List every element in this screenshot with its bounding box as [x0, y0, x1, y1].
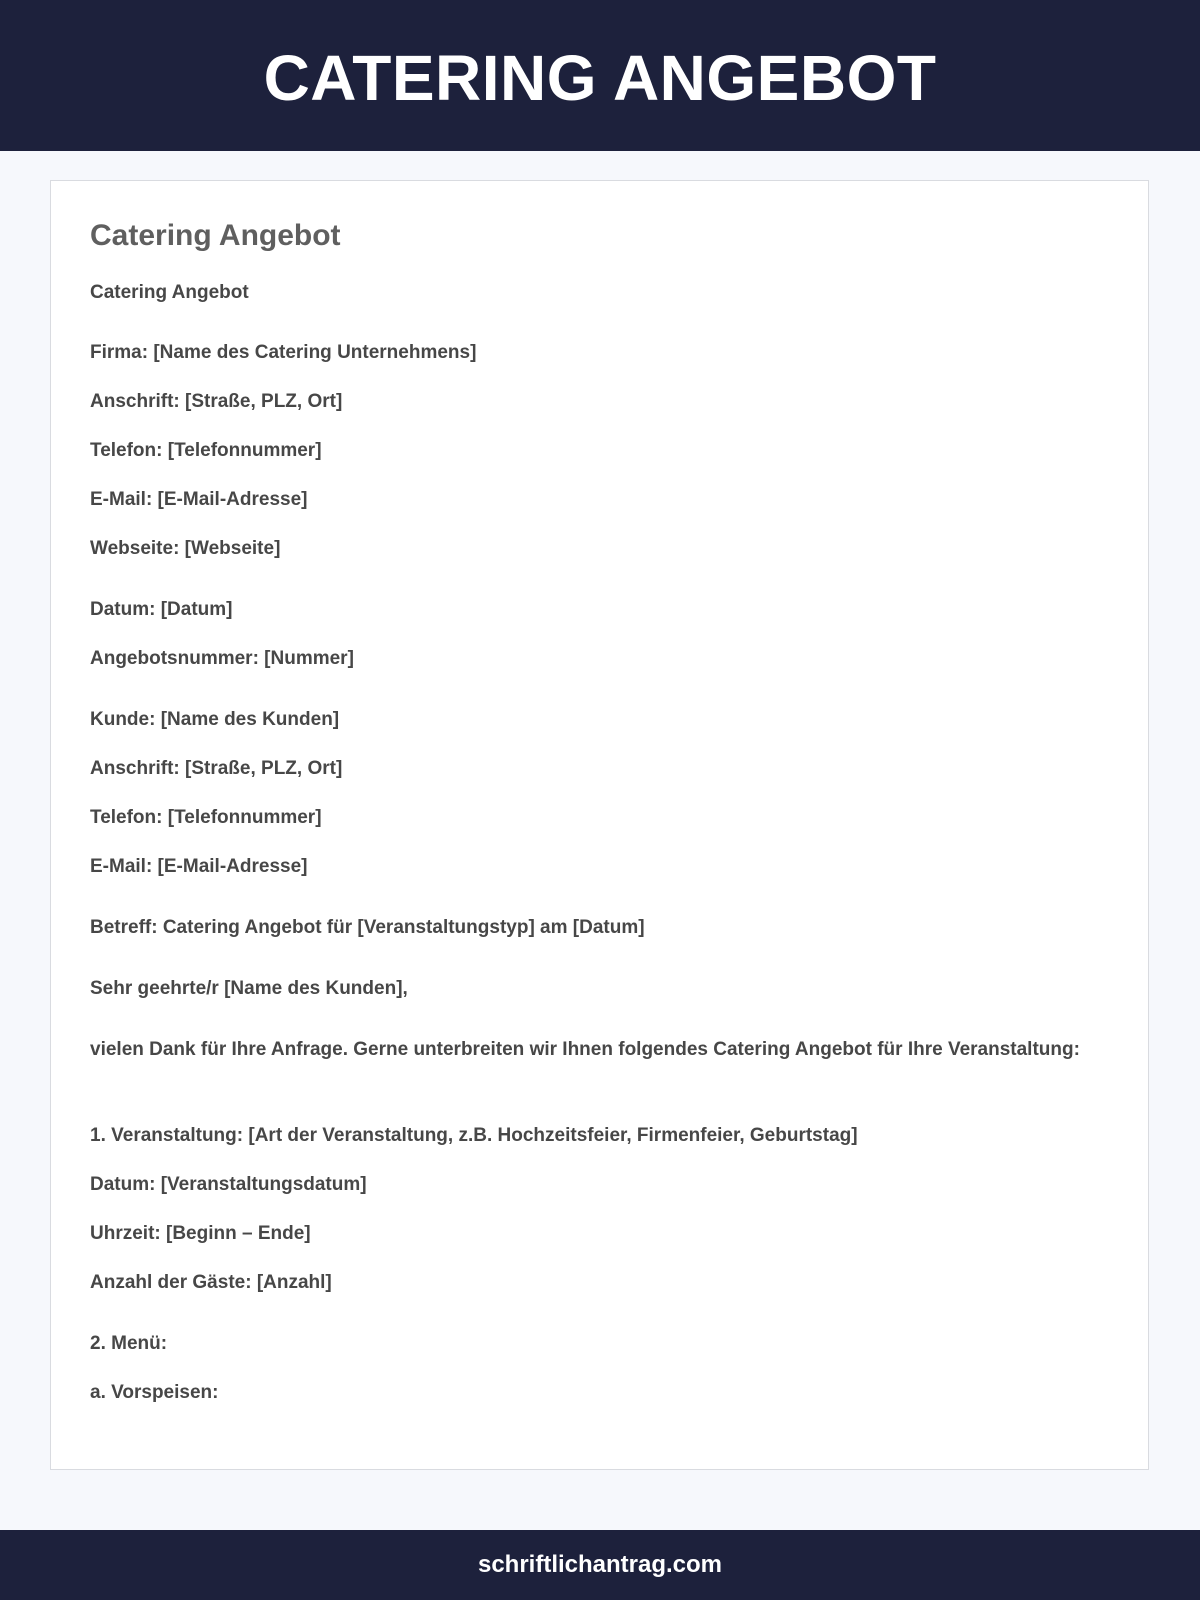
company-anschrift: Anschrift: [Straße, PLZ, Ort] — [90, 391, 343, 412]
salutation: Sehr geehrte/r [Name des Kunden], — [90, 978, 408, 999]
customer-name: Kunde: [Name des Kunden] — [90, 709, 340, 730]
document-title: Catering Angebot — [90, 219, 341, 252]
footer-site-link[interactable]: schriftlichantrag.com — [477, 1551, 723, 1578]
customer-telefon: Telefon: [Telefonnummer] — [90, 807, 322, 828]
company-email: E-Mail: [E-Mail-Adresse] — [90, 489, 308, 510]
header-title: CATERING ANGEBOT — [263, 41, 937, 114]
event-date: Datum: [Veranstaltungsdatum] — [90, 1174, 367, 1195]
document-subtitle: Catering Angebot — [90, 282, 249, 303]
offer-number: Angebotsnummer: [Nummer] — [90, 648, 354, 669]
menu-heading: 2. Menü: — [90, 1333, 168, 1354]
intro-paragraph: vielen Dank für Ihre Anfrage. Gerne unterbreiten wir Ihnen folgendes Catering Angebot für Ihre Veranstaltung: — [90, 1039, 1080, 1060]
company-telefon: Telefon: [Telefonnummer] — [90, 440, 322, 461]
event-type: 1. Veranstaltung: [Art der Veranstaltung, z.B. Hochzeitsfeier, Firmenfeier, Geburtstag] — [90, 1125, 858, 1146]
document-card — [50, 180, 1149, 1470]
customer-email: E-Mail: [E-Mail-Adresse] — [90, 856, 308, 877]
subject-line: Betreff: Catering Angebot für [Veranstaltungstyp] am [Datum] — [90, 917, 645, 938]
customer-anschrift: Anschrift: [Straße, PLZ, Ort] — [90, 758, 343, 779]
page-header — [0, 0, 1200, 151]
offer-datum: Datum: [Datum] — [90, 599, 233, 620]
company-webseite: Webseite: [Webseite] — [90, 538, 281, 559]
event-time: Uhrzeit: [Beginn – Ende] — [90, 1223, 311, 1244]
event-guests: Anzahl der Gäste: [Anzahl] — [90, 1272, 332, 1293]
company-firma: Firma: [Name des Catering Unternehmens] — [90, 342, 477, 363]
page-footer — [0, 1530, 1200, 1600]
menu-vorspeisen: a. Vorspeisen: — [90, 1382, 219, 1403]
